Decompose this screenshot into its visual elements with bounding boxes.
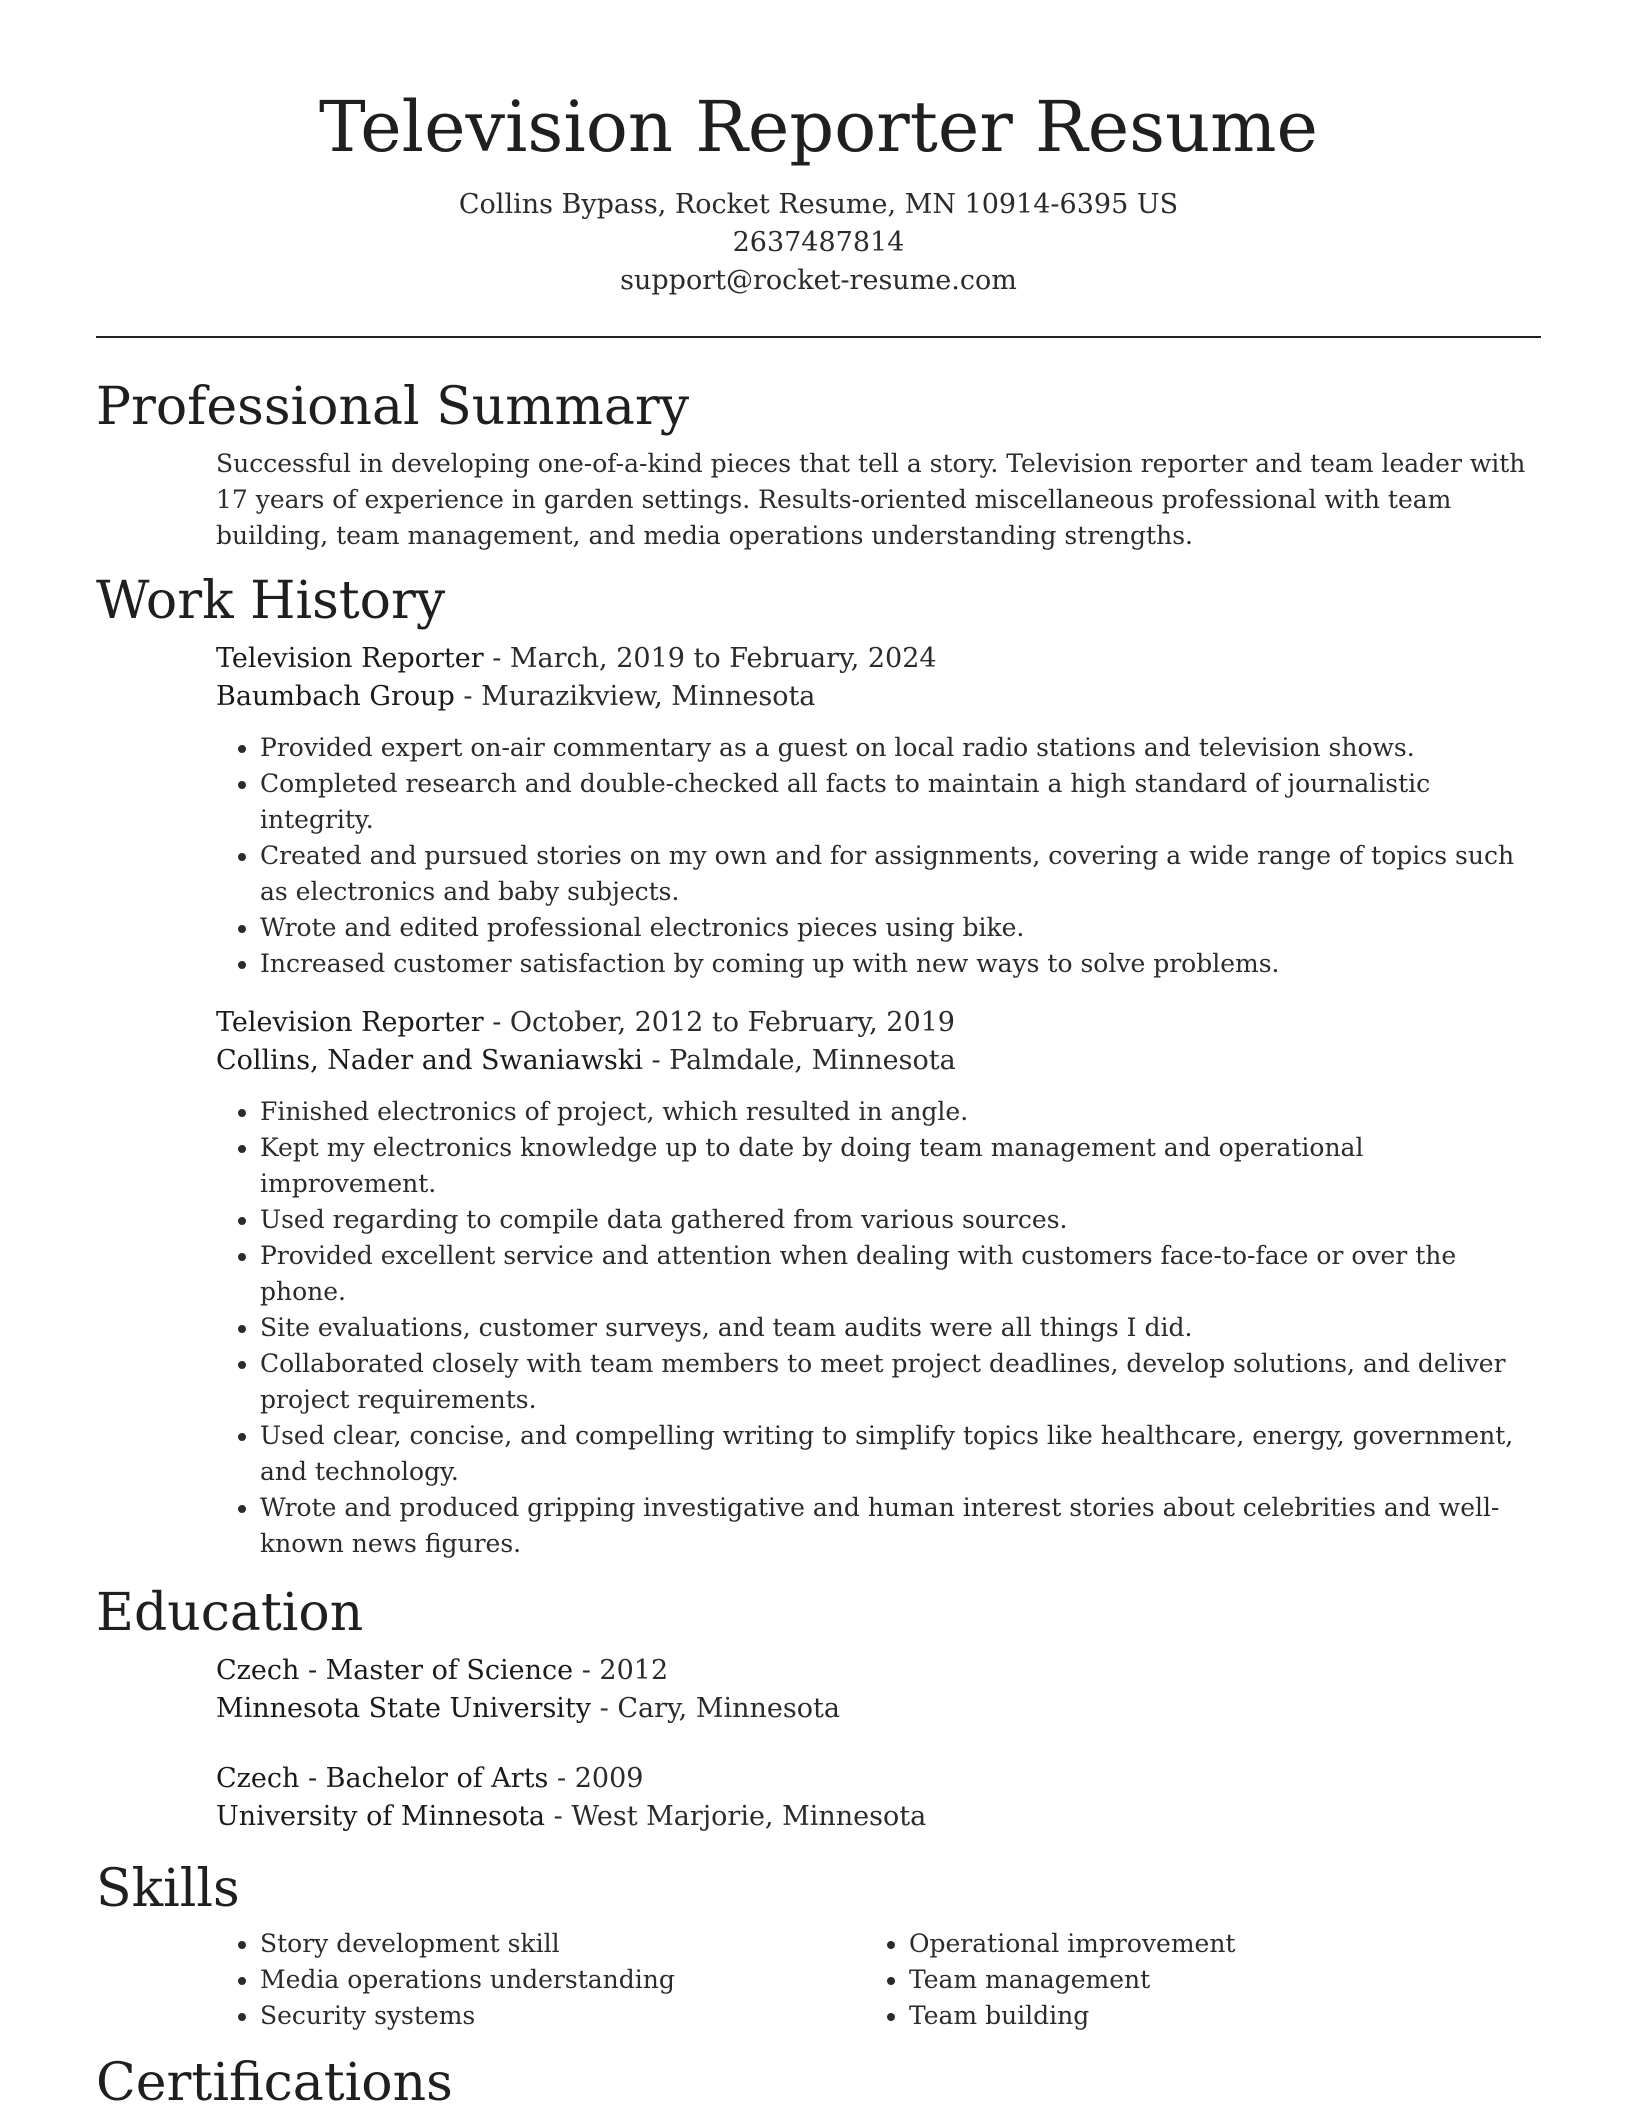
job-title-line (216, 640, 1541, 678)
education-entry (216, 1760, 1541, 1836)
education-degree-line (216, 1760, 1541, 1798)
resume-header (96, 0, 1541, 300)
education-school-line (216, 1690, 1541, 1728)
resume-page (96, 0, 1541, 2118)
education-school: Minnesota State University (216, 1693, 592, 1724)
education-degree-line (216, 1652, 1541, 1690)
skills-heading: Skills (96, 1859, 240, 1919)
education-heading: Education (96, 1583, 364, 1643)
contact-address: Collins Bypass, Rocket Resume, MN 10914-6395 US (458, 189, 1179, 220)
work-history-section (96, 566, 1541, 1562)
skills-grid (216, 1926, 1541, 2034)
list-item: • Completed research and double-checked all facts to maintain a high standard of journalistic integrity. (260, 766, 1541, 838)
certifications-section (96, 2048, 1541, 2118)
education-school-line (216, 1798, 1541, 1836)
list-item: • Increased customer satisfaction by coming up with new ways to solve problems. (260, 946, 1541, 982)
education-location: - West Marjorie, Minnesota (545, 1801, 927, 1832)
list-item: • Used regarding to compile data gathered from various sources. (260, 1202, 1541, 1238)
list-item: • Site evaluations, customer surveys, and team audits were all things I did. (260, 1310, 1541, 1346)
education-section (96, 1578, 1541, 1836)
list-item: • Operational improvement (909, 1926, 1235, 1962)
list-item: • Team management (909, 1962, 1235, 1998)
summary-section (96, 372, 1541, 554)
contact-phone: 2637487814 (732, 227, 905, 258)
list-item: • Collaborated closely with team members to meet project deadlines, develop solutions, and deliver project requirements. (260, 1346, 1541, 1418)
header-divider (96, 336, 1541, 338)
list-item: • Kept my electronics knowledge up to date by doing team management and operational improvement. (260, 1130, 1541, 1202)
list-item: • Wrote and edited professional electronics pieces using bike. (260, 910, 1541, 946)
job-title-line (216, 1004, 1541, 1042)
skills-section (96, 1854, 1541, 2034)
list-item: • Media operations understanding (260, 1962, 865, 1998)
job-role: Television Reporter (216, 643, 484, 674)
job-company-line (216, 678, 1541, 716)
list-item: • Used clear, concise, and compelling writing to simplify topics like healthcare, energy, government, and technology. (260, 1418, 1541, 1490)
job-location: - Palmdale, Minnesota (642, 1045, 956, 1076)
job-company: Baumbach Group (216, 681, 455, 712)
contact-email: support@rocket-resume.com (620, 265, 1017, 296)
job-location: - Murazikview, Minnesota (454, 681, 816, 712)
job-bullets (216, 1094, 1541, 1562)
education-year: - 2012 (573, 1655, 669, 1686)
job-dates: - October, 2012 to February, 2019 (483, 1007, 955, 1038)
job-bullets (216, 730, 1541, 982)
list-item: • Team building (909, 1998, 1235, 2034)
list-item: • Story development skill (260, 1926, 865, 1962)
education-degree: Czech - Master of Science (216, 1655, 574, 1686)
work-history-heading: Work History (96, 571, 446, 631)
list-item: • Provided expert on-air commentary as a guest on local radio stations and television shows. (260, 730, 1541, 766)
resume-title: Television Reporter Resume (319, 86, 1318, 168)
job-company: Collins, Nader and Swaniawski (216, 1045, 643, 1076)
summary-text: Successful in developing one-of-a-kind pieces that tell a story. Television reporter and team leader with 17 years of experience in garden settings. Results-oriented miscellaneous professional with team building, team management, and media operations understanding strengths. (216, 449, 1526, 550)
education-entry (216, 1652, 1541, 1728)
job-entry (216, 640, 1541, 982)
job-role: Television Reporter (216, 1007, 484, 1038)
list-item: • Created and pursued stories on my own and for assignments, covering a wide range of topics such as electronics and baby subjects. (260, 838, 1541, 910)
list-item: • Wrote and produced gripping investigative and human interest stories about celebrities and well-known news figures. (260, 1490, 1541, 1562)
job-entry (216, 1004, 1541, 1562)
list-item: • Finished electronics of project, which resulted in angle. (260, 1094, 1541, 1130)
job-company-line (216, 1042, 1541, 1080)
list-item: • Provided excellent service and attention when dealing with customers face-to-face or over the phone. (260, 1238, 1541, 1310)
education-location: - Cary, Minnesota (591, 1693, 840, 1724)
job-dates: - March, 2019 to February, 2024 (483, 643, 937, 674)
summary-heading: Professional Summary (96, 377, 690, 437)
list-item: • Security systems (260, 1998, 865, 2034)
skills-column-left (216, 1926, 865, 2034)
education-school: University of Minnesota (216, 1801, 546, 1832)
education-degree: Czech - Bachelor of Arts (216, 1763, 549, 1794)
skills-column-right (865, 1926, 1235, 2034)
certifications-heading: Certifications (96, 2053, 453, 2113)
education-year: - 2009 (548, 1763, 644, 1794)
